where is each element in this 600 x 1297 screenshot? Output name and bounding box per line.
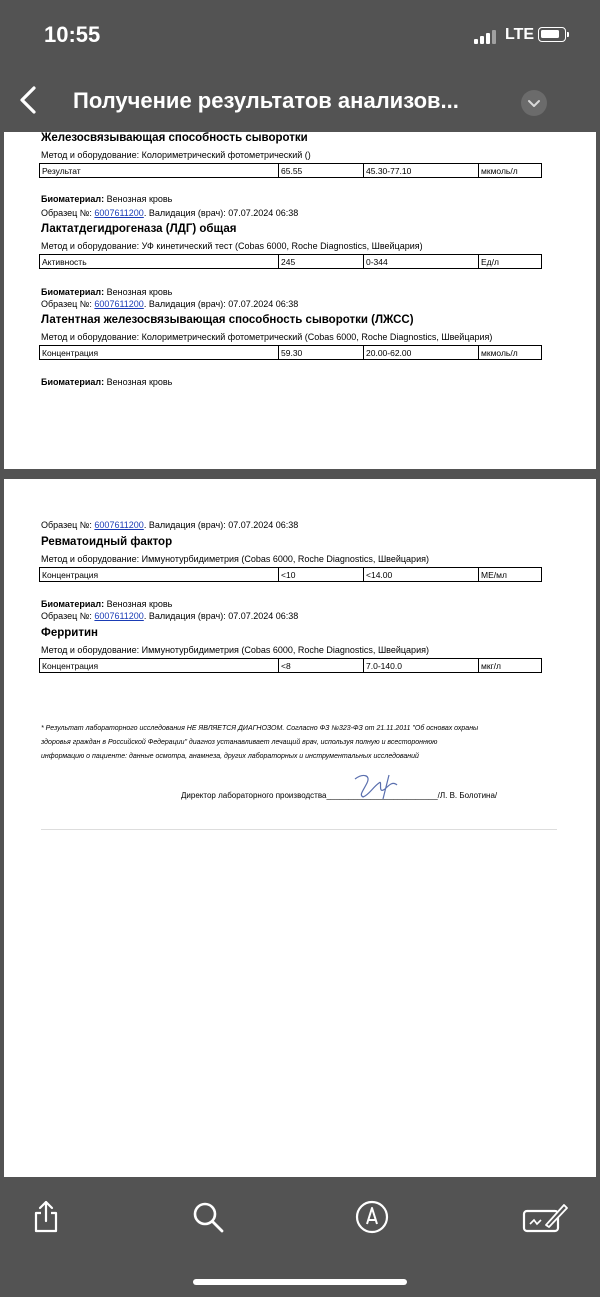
markup-button[interactable] [354,1199,390,1235]
method-text: Метод и оборудование: Иммунотурбидиметрия (Cobas 6000, Roche Diagnostics, Швейцария) [41,645,429,655]
result-range: <14.00 [364,568,479,582]
back-button[interactable] [14,82,44,118]
status-bar [0,0,600,70]
result-table [39,658,542,673]
result-unit: мкмоль/л [479,346,542,360]
sample-line: Образец №: 6007611200. Валидация (врач): 07.07.2024 06:38 [41,299,299,309]
test-title: Ревматоидный фактор [41,536,173,548]
sample-line: Образец №: 6007611200. Валидация (врач): 07.07.2024 06:38 [41,520,299,530]
chevron-down-icon [521,90,547,116]
sample-link[interactable]: 6007611200 [94,520,144,530]
signature-line: Директор лабораторного производства_________________________/Л. В. Болотина/ [181,791,498,800]
handwritten-signature [349,771,409,803]
biomaterial-line: Биоматериал: Венозная кровь [41,287,173,297]
result-range: 7.0-140.0 [364,659,479,673]
biomaterial-line: Биоматериал: Венозная кровь [41,194,173,204]
test-title: Лактатдегидрогеназа (ЛДГ) общая [41,223,237,235]
sample-link[interactable]: 6007611200 [94,611,144,621]
result-table [39,163,542,178]
chevron-left-icon [14,82,44,118]
disclaimer: * Результат лабораторного исследования НЕ ЯВЛЯЕТСЯ ДИАГНОЗОМ. Согласно ФЗ №323-ФЗ от 21.11.2011 "Об основах охраны здоровья граждан в Российской Федерации" диагноз устанавливает лечащий врач, используя полную и всестороннюю информацию о пациенте: данные осмотра, анамнеза, других лабораторных и инструментальных исследований [41,725,479,760]
method-text: Метод и оборудование: УФ кинетический тест (Cobas 6000, Roche Diagnostics, Швейцария) [41,241,423,251]
page-title: Получение результатов анализов... [73,88,459,113]
sample-link[interactable]: 6007611200 [94,208,144,218]
result-param: Результат [40,164,279,178]
bottom-toolbar [0,1177,600,1297]
method-text: Метод и оборудование: Иммунотурбидиметрия (Cobas 6000, Roche Diagnostics, Швейцария) [41,554,429,564]
search-icon [190,1199,226,1235]
biomaterial-line: Биоматериал: Венозная кровь [41,377,173,387]
result-value: 65.55 [279,164,364,178]
navigation-bar [0,70,600,132]
signature-button[interactable] [522,1199,568,1235]
method-text: Метод и оборудование: Колориметрический фотометрический (Cobas 6000, Roche Diagnostics, Швейцария) [41,332,493,342]
result-value: 59.30 [279,346,364,360]
page-divider [41,829,557,830]
sample-line: Образец №: 6007611200. Валидация (врач): 07.07.2024 06:38 [41,208,299,218]
sample-line: Образец №: 6007611200. Валидация (врач): 07.07.2024 06:38 [41,611,299,621]
result-range: 0-344 [364,255,479,269]
pdf-page-2 [4,479,596,1177]
markup-icon [354,1199,390,1235]
result-param: Активность [40,255,279,269]
result-unit: мкмоль/л [479,164,542,178]
result-range: 45.30-77.10 [364,164,479,178]
share-icon [28,1199,64,1235]
search-button[interactable] [190,1199,226,1235]
result-range: 20.00-62.00 [364,346,479,360]
result-value: <8 [279,659,364,673]
result-param: Концентрация [40,568,279,582]
result-param: Концентрация [40,659,279,673]
signature-icon [522,1199,568,1235]
result-param: Концентрация [40,346,279,360]
share-button[interactable] [28,1199,64,1235]
result-table [39,567,542,582]
result-value: <10 [279,568,364,582]
result-table [39,254,542,269]
test-title: Латентная железосвязывающая способность сыворотки (ЛЖСС) [41,314,414,326]
pdf-page-1 [4,132,596,469]
network-type: LTE [505,26,535,43]
title-menu-button[interactable] [521,90,547,116]
sample-link[interactable]: 6007611200 [94,299,144,309]
result-value: 245 [279,255,364,269]
home-indicator[interactable] [193,1279,407,1285]
result-unit: мкг/л [479,659,542,673]
result-unit: МЕ/мл [479,568,542,582]
status-time: 10:55 [44,22,101,47]
biomaterial-line: Биоматериал: Венозная кровь [41,599,173,609]
result-table [39,345,542,360]
battery-icon [538,27,566,42]
test-title: Ферритин [41,627,98,639]
test-title: Железосвязывающая способность сыворотки [41,132,308,144]
result-unit: Ед/л [479,255,542,269]
cellular-signal-icon [474,30,496,44]
method-text: Метод и оборудование: Колориметрический фотометрический () [41,150,311,160]
